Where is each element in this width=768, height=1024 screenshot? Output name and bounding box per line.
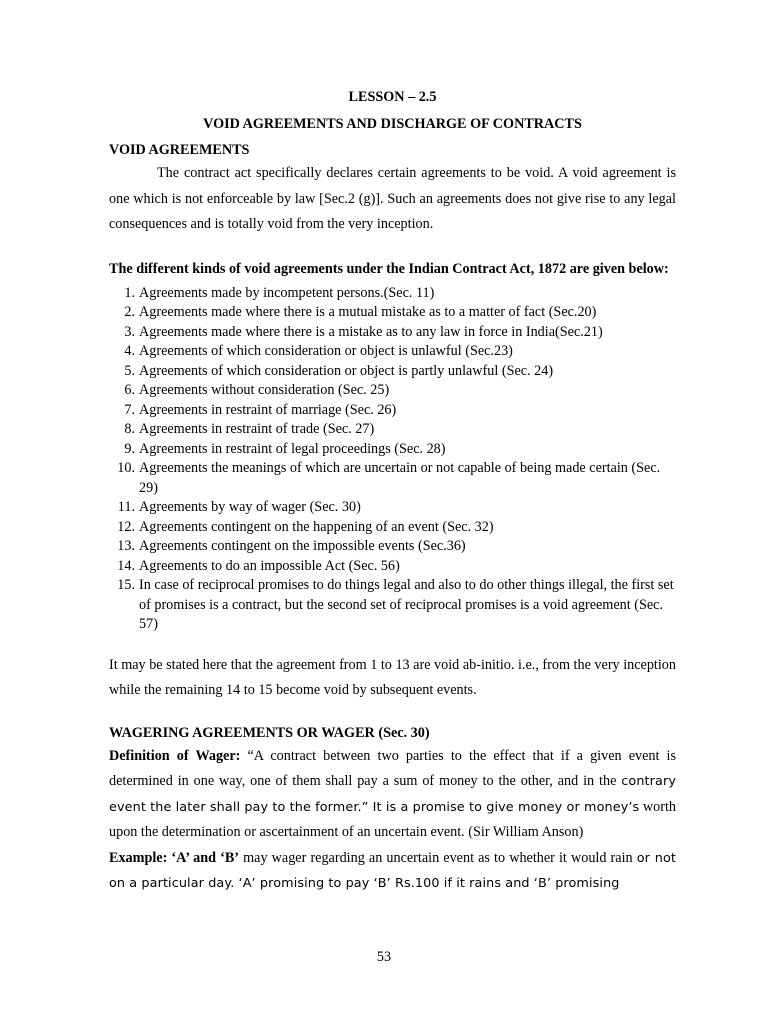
list-item-number: 10.	[117, 460, 135, 476]
list-item-number: 14.	[117, 557, 135, 574]
list-item	[109, 342, 676, 362]
list-item-number: 8.	[124, 421, 135, 437]
list-item-text: Agreements in restraint of marriage (Sec. 26)	[139, 401, 397, 418]
list-item	[109, 440, 676, 460]
list-item	[109, 498, 676, 518]
list-item	[109, 576, 676, 635]
list-item-text: Agreements made where there is a mistake as to any law in force in India(Sec.21)	[139, 323, 603, 340]
list-item-number: 9.	[124, 440, 135, 457]
list-item	[109, 459, 676, 498]
section-heading-wagering: WAGERING AGREEMENTS OR WAGER (Sec. 30)	[109, 724, 430, 741]
list-item	[109, 401, 676, 421]
list-item	[109, 557, 676, 577]
example-label: Example: ‘A’ and ‘B’	[109, 849, 240, 866]
list-item-text: Agreements contingent on the happening of an event (Sec. 32)	[139, 518, 494, 535]
list-item-number: 2.	[124, 304, 135, 320]
list-item	[109, 303, 676, 323]
list-item-text: Agreements of which consideration or object is unlawful (Sec.23)	[139, 343, 513, 359]
list-item	[109, 518, 676, 538]
stated-paragraph: It may be stated here that the agreement from 1 to 13 are void ab-initio. i.e., from the very inception while the remaining 14 to 15 become void by subsequent events.	[109, 656, 676, 698]
list-item-number: 1.	[124, 284, 135, 301]
intro-paragraph: The contract act specifically declares certain agreements to be void. A void agreement is one which is not enforceable by law [Sec.2 (g)]. Such an agreements does not give rise to any legal consequences and is totally void from the very inception.	[109, 165, 676, 232]
list-item	[109, 284, 676, 304]
void-agreements-list	[109, 284, 676, 635]
list-item-number: 11.	[117, 499, 135, 515]
list-item-text: Agreements of which consideration or object is partly unlawful (Sec. 24)	[139, 362, 554, 379]
list-item	[109, 537, 676, 557]
list-item-number: 7.	[124, 401, 135, 418]
list-item	[109, 362, 676, 382]
list-item-text: Agreements the meanings of which are uncertain or not capable of being made certain (Sec. 29)	[139, 460, 661, 496]
list-item-text: Agreements made where there is a mutual mistake as to a matter of fact (Sec.20)	[139, 304, 597, 320]
list-item-text: Agreements by way of wager (Sec. 30)	[139, 499, 361, 515]
lesson-label: LESSON – 2.5	[348, 89, 437, 105]
list-item	[109, 323, 676, 343]
example-part2: or not on a particular day. ‘A’ promising to pay ‘B’ Rs.100 if it rains and ‘B’ promising	[109, 850, 677, 891]
list-item-number: 4.	[124, 343, 135, 359]
list-item-text: Agreements without consideration (Sec. 25)	[139, 382, 390, 398]
list-item	[109, 381, 676, 401]
list-item-text: Agreements contingent on the impossible events (Sec.36)	[139, 538, 466, 554]
list-item-text: Agreements made by incompetent persons.(Sec. 11)	[139, 284, 435, 301]
list-item-number: 6.	[124, 382, 135, 398]
definition-label: Definition of Wager:	[109, 747, 241, 764]
list-item-text: Agreements to do an impossible Act (Sec. 56)	[139, 557, 400, 574]
list-item-number: 3.	[124, 323, 135, 340]
section-heading-void-agreements: VOID AGREEMENTS	[109, 142, 250, 158]
list-item-text: Agreements in restraint of legal proceedings (Sec. 28)	[139, 440, 446, 457]
list-item	[109, 420, 676, 440]
definition-rest: worth upon the determination or ascertainment of an uncertain event. (Sir William Anson)	[109, 798, 676, 840]
example-paragraph	[109, 846, 676, 897]
list-item-number: 12.	[117, 518, 135, 535]
list-item-number: 5.	[124, 362, 135, 379]
page-number: 53	[376, 949, 392, 965]
definition-quote-part1: “A contract between two parties to the effect that if a given event is determined in one way, one of them shall pay a sum of money to the other, and in the	[109, 747, 676, 789]
example-part1: may wager regarding an uncertain event as to whether it would rain	[239, 849, 637, 866]
kinds-heading: The different kinds of void agreements under the Indian Contract Act, 1872 are given below:	[109, 260, 669, 277]
definition-paragraph	[109, 744, 676, 846]
lesson-subtitle: VOID AGREEMENTS AND DISCHARGE OF CONTRACTS	[203, 116, 582, 132]
list-item-text: In case of reciprocal promises to do things legal and also to do other things illegal, the first set of promises is a contract, but the second set of reciprocal promises is a void agreement (Sec. 57)	[139, 577, 674, 632]
list-item-number: 13.	[117, 538, 135, 554]
definition-quote-part2: contrary event the later shall pay to the former.” It is a promise to give money or money’s	[109, 774, 676, 815]
list-item-number: 15.	[117, 577, 135, 593]
list-item-text: Agreements in restraint of trade (Sec. 27)	[139, 421, 375, 437]
